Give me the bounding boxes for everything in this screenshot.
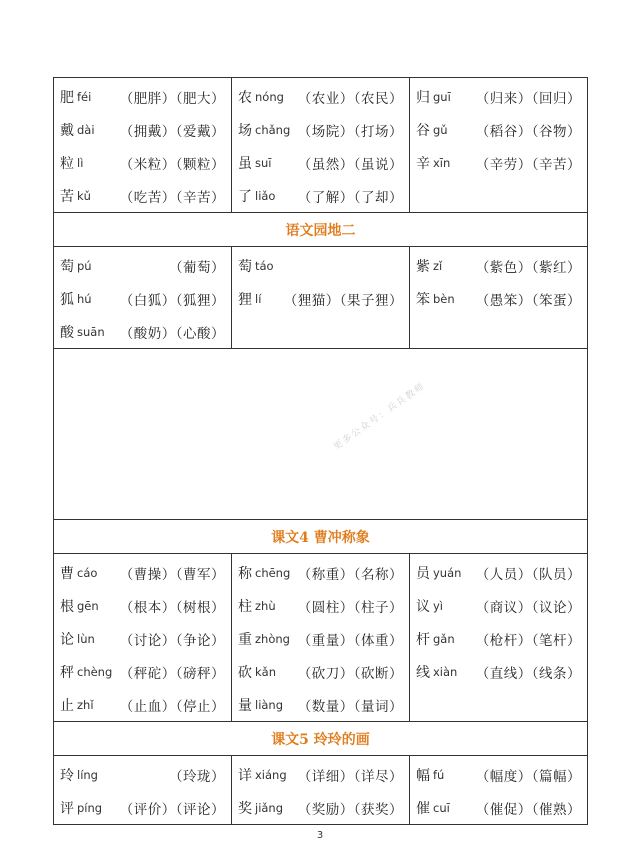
char: 重 (238, 631, 252, 648)
grid-column (231, 554, 409, 721)
char: 狸 (238, 291, 252, 308)
example-words: （场院）（打场） (297, 123, 403, 140)
grid-column (409, 247, 587, 348)
example-words: （酸奶）（心酸） (119, 325, 225, 342)
char: 曹 (60, 565, 74, 582)
char-entry (60, 179, 225, 212)
example-words: （白狐）（狐狸） (119, 292, 225, 309)
pinyin: suān (77, 324, 105, 339)
char-entry (60, 589, 225, 622)
example-words: （归来）（回归） (475, 90, 581, 107)
char: 员 (416, 565, 430, 582)
pinyin: jiǎng (255, 800, 284, 815)
example-words: （称重）（名称） (297, 566, 403, 583)
char-grid (54, 756, 587, 824)
char-entry (238, 758, 403, 791)
char: 详 (238, 767, 252, 784)
pinyin: liǎo (255, 188, 276, 203)
pinyin: yì (433, 598, 444, 613)
char-entry (416, 556, 581, 589)
pinyin: píng (77, 800, 103, 815)
example-words: （米粒）（颗粒） (119, 156, 225, 173)
char-entry (60, 80, 225, 113)
example-words: （了解）（了却） (297, 189, 403, 206)
char: 评 (60, 800, 74, 817)
char-entry (238, 282, 403, 315)
pinyin: xiàn (433, 664, 458, 679)
grid-column (409, 554, 587, 721)
pinyin: zhǐ (77, 697, 94, 712)
char-entry (416, 655, 581, 688)
example-words: （秤砣）（磅秤） (119, 665, 225, 682)
example-words: （催促）（催熟） (475, 801, 581, 818)
char: 秤 (60, 664, 74, 681)
char-entry (60, 622, 225, 655)
char: 称 (238, 565, 252, 582)
example-words: （紫色）（紫红） (475, 259, 581, 276)
example-words: （评价）（评论） (119, 801, 225, 818)
char: 杆 (416, 631, 430, 648)
example-words: （玲珑） (169, 768, 225, 785)
example-words: （葡萄） (169, 259, 225, 276)
pinyin: hú (77, 291, 92, 306)
pinyin: nóng (255, 89, 284, 104)
char: 量 (238, 697, 252, 714)
char: 议 (416, 598, 430, 615)
pinyin: cuī (433, 800, 450, 815)
char-entry (60, 556, 225, 589)
pinyin: suī (255, 155, 272, 170)
char-entry (238, 179, 403, 212)
char-entry (60, 758, 225, 791)
char: 玲 (60, 767, 74, 784)
pinyin: zǐ (433, 258, 443, 273)
char-entry (238, 556, 403, 589)
char-entry (60, 315, 225, 348)
char-entry (416, 146, 581, 179)
char-entry (60, 791, 225, 824)
char-entry (416, 113, 581, 146)
pinyin: xīn (433, 155, 451, 170)
char-entry (60, 146, 225, 179)
char: 根 (60, 598, 74, 615)
char: 虽 (238, 155, 252, 172)
pinyin: líng (77, 767, 98, 782)
char-entry (238, 113, 403, 146)
example-words: （稻谷）（谷物） (475, 123, 581, 140)
example-words: （虽然）（虽说） (297, 156, 403, 173)
char-entry (238, 622, 403, 655)
pinyin: dài (77, 122, 95, 137)
example-words: （砍刀）（砍断） (297, 665, 403, 682)
char-entry (60, 282, 225, 315)
example-words: （圆柱）（柱子） (297, 599, 403, 616)
char: 奖 (238, 800, 252, 817)
example-words: （重量）（体重） (297, 632, 403, 649)
char-entry (60, 688, 225, 721)
char: 砍 (238, 664, 252, 681)
example-words: （拥戴）（爱戴） (119, 123, 225, 140)
char: 谷 (416, 122, 430, 139)
example-words: （农业）（农民） (297, 90, 403, 107)
char: 肥 (60, 89, 74, 106)
pinyin: gǎn (433, 631, 455, 646)
char: 笨 (416, 291, 430, 308)
grid-column (231, 247, 409, 348)
pinyin: chǎng (255, 122, 291, 137)
char-entry (238, 688, 403, 721)
char: 萄 (238, 258, 252, 275)
char: 农 (238, 89, 252, 106)
char: 狐 (60, 291, 74, 308)
example-words: （数量）（量词） (297, 698, 403, 715)
pinyin: liàng (255, 697, 284, 712)
char: 了 (238, 188, 252, 205)
char: 归 (416, 89, 430, 106)
example-words: （止血）（停止） (119, 698, 225, 715)
pinyin: zhù (255, 598, 276, 613)
example-words: （肥胖）（肥大） (119, 90, 225, 107)
char: 论 (60, 631, 74, 648)
vocab-sheet (53, 77, 588, 825)
char: 柱 (238, 598, 252, 615)
example-words: （愚笨）（笨蛋） (475, 292, 581, 309)
char: 催 (416, 800, 430, 817)
char-grid (54, 247, 587, 349)
char-entry (238, 655, 403, 688)
char-entry (238, 249, 403, 282)
example-words: （直线）（线条） (475, 665, 581, 682)
char-entry (238, 791, 403, 824)
example-words: （商议）（议论） (475, 599, 581, 616)
char-entry (416, 80, 581, 113)
char: 酸 (60, 324, 74, 341)
section-title: 语文园地二 (54, 213, 587, 247)
char-entry (416, 282, 581, 315)
grid-column (54, 554, 231, 721)
char-entry (60, 113, 225, 146)
grid-column (54, 756, 231, 824)
char: 苦 (60, 188, 74, 205)
char-entry (238, 589, 403, 622)
section-title: 课文5 玲玲的画 (54, 722, 587, 756)
pinyin: pú (77, 258, 92, 273)
char-entry (238, 80, 403, 113)
section-title: 课文4 曹冲称象 (54, 520, 587, 554)
pinyin: kǔ (77, 188, 91, 203)
char: 幅 (416, 767, 430, 784)
char-grid (54, 554, 587, 722)
grid-column (231, 756, 409, 824)
char: 紫 (416, 258, 430, 275)
example-words: （辛劳）（辛苦） (475, 156, 581, 173)
char: 线 (416, 664, 430, 681)
pinyin: yuán (433, 565, 462, 580)
grid-column (54, 247, 231, 348)
example-words: （曹操）（曹军） (119, 566, 225, 583)
example-words: （根本）（树根） (119, 599, 225, 616)
char-entry (60, 655, 225, 688)
pinyin: guī (433, 89, 451, 104)
char-grid (54, 78, 587, 213)
char-entry (416, 249, 581, 282)
pinyin: gǔ (433, 122, 448, 137)
pinyin: zhòng (255, 631, 290, 646)
char-entry (416, 758, 581, 791)
pinyin: féi (77, 89, 92, 104)
grid-column (54, 78, 231, 212)
pinyin: chèng (77, 664, 113, 679)
page-number: 3 (316, 830, 324, 841)
char-entry (60, 249, 225, 282)
pinyin: táo (255, 258, 274, 273)
pinyin: kǎn (255, 664, 276, 679)
example-words: （人员）（队员） (475, 566, 581, 583)
pinyin: lì (77, 155, 84, 170)
grid-column (409, 78, 587, 212)
grid-column (231, 78, 409, 212)
pinyin: fú (433, 767, 445, 782)
example-words: （幅度）（篇幅） (475, 768, 581, 785)
grid-column (409, 756, 587, 824)
example-words: （详细）（详尽） (297, 768, 403, 785)
pinyin: lùn (77, 631, 95, 646)
char: 辛 (416, 155, 430, 172)
pinyin: cáo (77, 565, 98, 580)
char: 场 (238, 122, 252, 139)
example-words: （奖励）（获奖） (297, 801, 403, 818)
watermark: 更多公众号：兵兵教师 (331, 381, 428, 453)
pinyin: xiáng (255, 767, 287, 782)
example-words: （吃苦）（辛苦） (119, 189, 225, 206)
char: 粒 (60, 155, 74, 172)
example-words: （枪杆）（笔杆） (475, 632, 581, 649)
pinyin: chēng (255, 565, 291, 580)
char: 戴 (60, 122, 74, 139)
char: 萄 (60, 258, 74, 275)
blank-area (54, 349, 587, 520)
example-words: （狸猫）（果子狸） (283, 292, 403, 309)
char-entry (238, 146, 403, 179)
example-words: （讨论）（争论） (119, 632, 225, 649)
pinyin: gēn (77, 598, 99, 613)
char-entry (416, 589, 581, 622)
char-entry (416, 791, 581, 824)
pinyin: lí (255, 291, 262, 306)
char: 止 (60, 697, 74, 714)
char-entry (416, 622, 581, 655)
pinyin: bèn (433, 291, 455, 306)
